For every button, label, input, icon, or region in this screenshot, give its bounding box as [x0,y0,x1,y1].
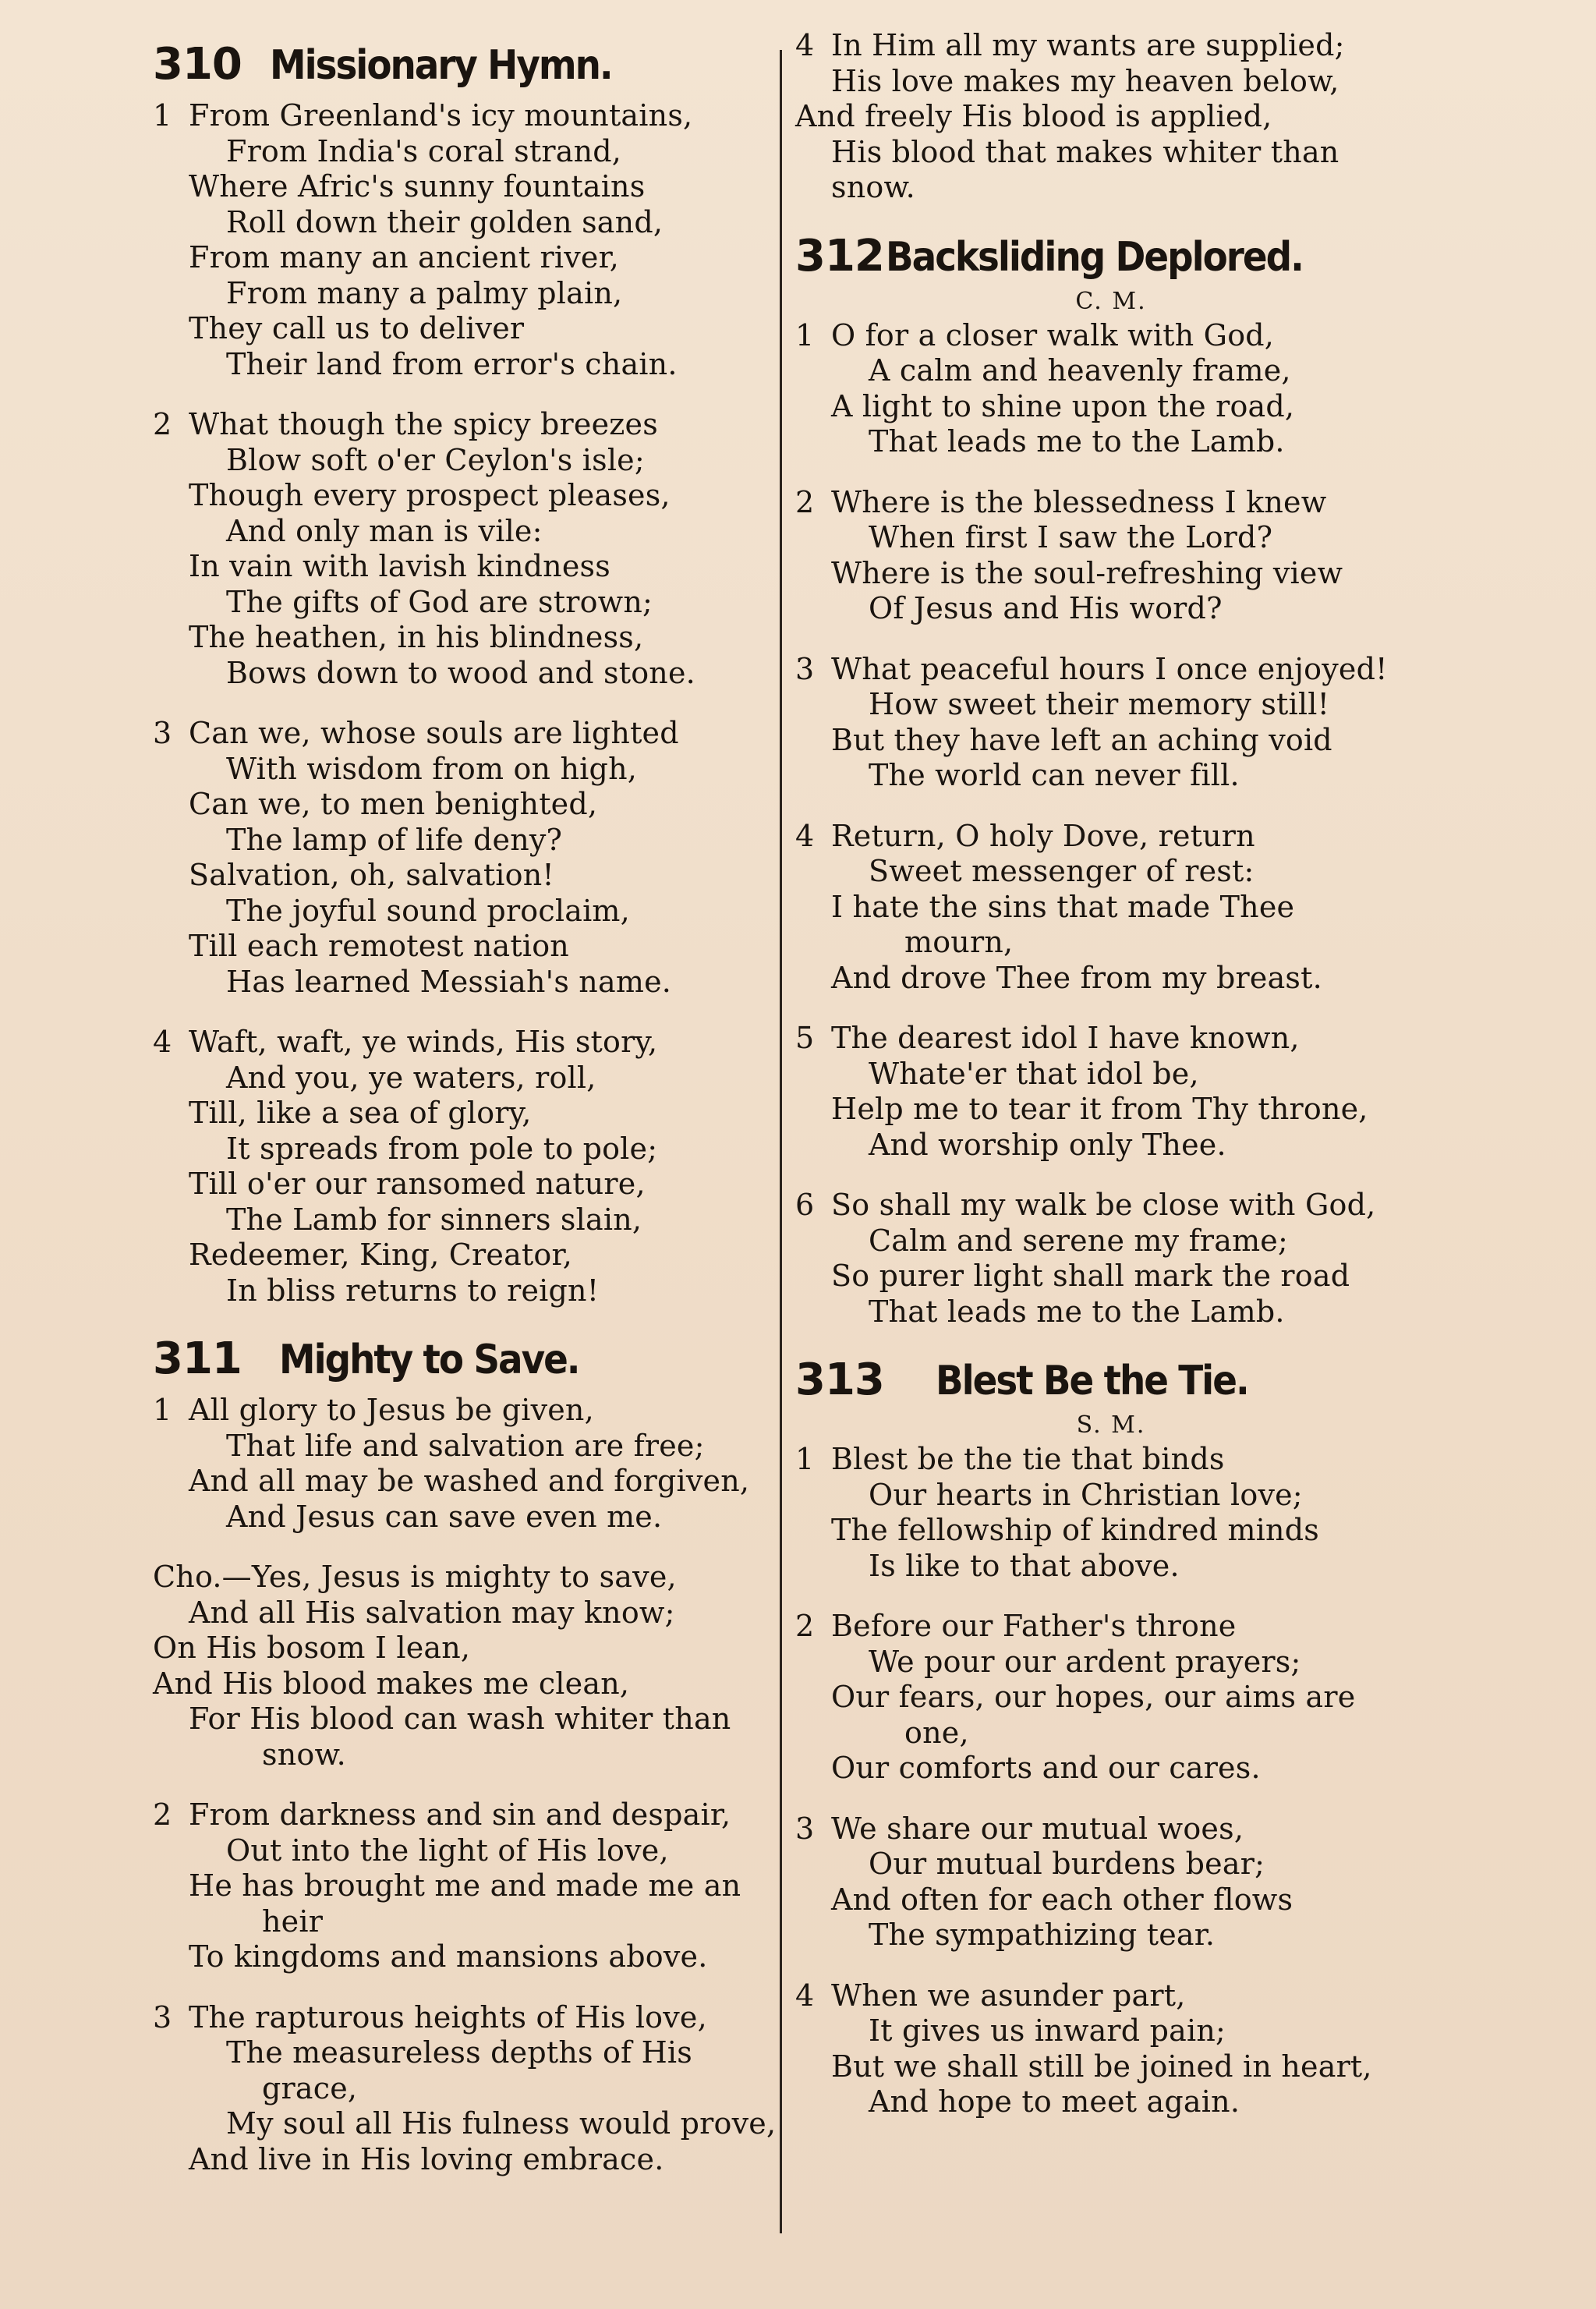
verse-line [795,1811,1427,1847]
stanza-number: 1 [795,317,815,352]
verse-line: Where Afric's sunny fountains [189,169,646,204]
verse-line: grace, [262,2070,358,2105]
stanza-number: 1 [153,1393,172,1427]
hymn-312 [795,231,1427,1330]
verse-line: His love makes my heaven below, [831,63,1339,98]
verse-line: I hate the sins that made Thee [831,889,1295,924]
verse-line: And freely His blood is applied, [795,99,1272,133]
verse-line: That leads me to the Lamb. [869,424,1285,459]
stanza-number: 5 [795,1021,815,1055]
hymn-title: Missionary Hymn. [270,42,612,89]
stanza-number: 4 [795,1978,815,2013]
verse-line [795,1188,1427,1224]
verse-line: A light to shine upon the road, [831,388,1295,423]
stanza [795,1442,1427,1584]
hymn-header [153,1333,777,1393]
verse-line: Our comforts and our cares. [831,1751,1261,1785]
stanza-number: 2 [153,407,172,441]
verse-line [795,1021,1427,1057]
verse-line: But we shall still be joined in heart, [831,2049,1372,2084]
verse-line: And all may be washed and forgiven, [189,1464,750,1498]
verse-line: Salvation, oh, salvation! [189,858,554,892]
verse-line: They call us to deliver [189,311,525,345]
stanza [795,28,1427,206]
verse-line [153,1797,777,1833]
verse-line: Our mutual burdens bear; [869,1847,1265,1881]
verse-line: snow. [262,1737,346,1772]
verse-line: Bows down to wood and stone. [226,655,695,690]
verse-line: In vain with lavish kindness [189,549,610,583]
stanza [795,318,1427,460]
stanza [153,98,777,382]
stanza-number: 4 [153,1025,172,1059]
stanza [153,1393,777,1535]
stanza [795,819,1427,997]
verse-line [795,1978,1427,2014]
verse-line: With wisdom from on high, [226,751,638,786]
verse-line: The world can never fill. [869,758,1240,792]
verse-text: From darkness and sin and despair, [189,1797,731,1832]
stanza [795,1609,1427,1787]
verse-line: It gives us inward pain; [869,2013,1226,2048]
verse-line: A calm and heavenly frame, [869,353,1291,388]
verse-line: The measureless depths of His [226,2035,692,2070]
verse-line: Is like to that above. [869,1548,1180,1583]
verse-line: snow. [831,170,915,204]
stanza-number: 6 [795,1188,815,1222]
verse-line: From many an ancient river, [189,240,620,274]
verse-line: He has brought me and made me an [189,1868,741,1903]
verse-line: Our hearts in Christian love; [869,1477,1303,1512]
verse-line: Calm and serene my frame; [869,1223,1289,1258]
verse-line: And all His salvation may know; [189,1595,675,1630]
verse-text: Blest be the tie that binds [831,1442,1225,1476]
verse-line: And often for each other flows [831,1882,1293,1917]
hymn-title: Mighty to Save. [279,1337,579,1383]
verse-line: And live in His loving embrace. [189,2141,664,2176]
verse-line: Their land from error's chain. [226,346,678,381]
verse-line: And His blood makes me clean, [153,1666,630,1701]
verse-line: heir [262,1904,324,1939]
verse-line: The sympathizing tear. [869,1918,1216,1952]
stanza-number: 2 [795,1609,815,1643]
verse-text: Waft, waft, ye winds, His story, [189,1025,658,1059]
verse-text: From Greenland's icy mountains, [189,98,693,133]
continued-stanza [795,28,1427,206]
hymn-header [795,1355,1427,1414]
verse-line [795,1442,1427,1478]
verse-line: And hope to meet again. [869,2084,1240,2119]
stanza-number: 2 [153,1797,172,1832]
verse-line [153,98,777,134]
verse-text: Return, O holy Dove, return [831,818,1255,853]
hymn-header [153,39,777,98]
hymn-header [795,231,1427,290]
verse-line: To kingdoms and mansions above. [189,1939,708,1974]
hymn-title: Blest Be the Tie. [936,1358,1248,1404]
verse-line: We pour our ardent prayers; [869,1644,1301,1679]
verse-line: The heathen, in his blindness, [189,620,644,654]
verse-line: Redeemer, King, Creator, [189,1238,572,1272]
verse-line: mourn, [904,925,1014,959]
hymn-311 [153,1333,777,2177]
verse-line: My soul all His fulness would prove, [226,2106,777,2141]
verse-line: Though every prospect pleases, [189,478,671,512]
verse-line: And you, ye waters, roll, [226,1060,596,1095]
verse-line [795,652,1427,688]
stanza-number: 3 [153,716,172,750]
stanza-number: 4 [795,28,815,62]
stanza-number: 3 [153,1999,172,2035]
verse-line: Can we, to men benighted, [189,787,598,821]
stanza [795,1978,1427,2120]
hymn-313 [795,1355,1427,2120]
hymn-number: 312 [795,230,884,282]
verse-line [153,407,777,443]
verse-line: But they have left an aching void [831,722,1332,757]
hymn-number: 313 [795,1355,884,1405]
verse-text: Can we, whose souls are lighted [189,716,679,750]
verse-text: Before our Father's throne [831,1609,1237,1643]
stanza-number: 3 [795,651,815,686]
verse-line: The lamp of life deny? [226,822,563,857]
verse-line [153,1025,777,1061]
stanza-number: 1 [153,98,172,133]
verse-line: Till each remotest nation [189,929,569,963]
stanza [795,652,1427,794]
verse-line: For His blood can wash whiter than [189,1702,731,1736]
stanza-number: 2 [795,484,815,519]
verse-line: From many a palmy plain, [226,275,623,310]
verse-line: Till, like a sea of glory, [189,1096,532,1130]
verse-line: And Jesus can save even me. [226,1499,663,1534]
verse-line: Till o'er our ransomed nature, [189,1167,646,1201]
verse-line [153,1393,777,1429]
verse-text: When we asunder part, [831,1978,1186,2013]
verse-line: Cho.—Yes, Jesus is mighty to save, [153,1560,677,1594]
verse-line: His blood that makes whiter than [831,134,1339,169]
verse-text: The rapturous heights of His love, [189,1999,707,2035]
stanza [795,1021,1427,1163]
verse-text: So shall my walk be close with God, [831,1188,1376,1222]
verse-line: That leads me to the Lamb. [869,1294,1285,1329]
hymn-number: 310 [153,39,242,90]
verse-line: In bliss returns to reign! [226,1273,600,1308]
verse-line [795,819,1427,855]
verse-line: one, [904,1715,969,1750]
verse-line: Roll down their golden sand, [226,204,664,239]
verse-line: Where is the soul-refreshing view [831,555,1343,590]
stanza-number: 4 [795,818,815,853]
verse-text: Where is the blessedness I knew [831,484,1327,519]
stanza [153,407,777,691]
verse-line: When first I saw the Lord? [869,520,1273,554]
verse-line: The gifts of God are strown; [226,584,653,619]
stanza [795,1188,1427,1330]
right-column [795,28,1427,2145]
hymn-310 [153,39,777,1309]
verse-line: Help me to tear it from Thy throne, [831,1092,1368,1126]
verse-line: So purer light shall mark the road [831,1259,1350,1293]
hymn-number: 311 [153,1333,242,1384]
verse-text: What though the spicy breezes [189,407,658,441]
verse-line: Sweet messenger of rest: [869,854,1255,888]
verse-line [153,2000,777,2036]
verse-line [795,485,1427,521]
verse-line: On His bosom I lean, [153,1631,471,1665]
verse-line: The joyful sound proclaim, [226,893,630,928]
verse-line: Whate'er that idol be, [869,1056,1199,1091]
verse-line: Has learned Messiah's name. [226,964,672,999]
stanza [153,2000,777,2178]
hymn-meter: S. M. [1076,1411,1146,1439]
verse-text: All glory to Jesus be given, [189,1393,594,1427]
hymn-meter: C. M. [1075,287,1147,315]
verse-line: Of Jesus and His word? [869,591,1223,625]
verse-line: From India's coral strand, [226,133,622,168]
verse-line: The Lamb for sinners slain, [226,1202,642,1237]
stanza [153,716,777,1000]
verse-text: We share our mutual woes, [831,1811,1244,1846]
stanza-number: 1 [795,1442,815,1476]
chorus [153,1560,777,1772]
verse-text: What peaceful hours I once enjoyed! [831,651,1388,686]
verse-line [795,28,1427,64]
hymn-title: Backsliding Deplored. [886,233,1303,281]
verse-text: O for a closer walk with God, [831,317,1275,352]
left-column [153,39,777,2202]
verse-line: And worship only Thee. [869,1127,1226,1162]
verse-text: In Him all my wants are supplied; [831,28,1345,62]
stanza-number: 3 [795,1811,815,1846]
verse-line: Blow soft o'er Ceylon's isle; [226,442,645,477]
verse-line [795,318,1427,354]
verse-line: That life and salvation are free; [226,1428,705,1463]
stanza [153,1025,777,1309]
verse-line: And drove Thee from my breast. [831,960,1322,995]
verse-text: The dearest idol I have known, [831,1021,1300,1055]
verse-line: And only man is vile: [226,513,543,548]
verse-line: Out into the light of His love, [226,1833,669,1868]
verse-line: The fellowship of kindred minds [831,1513,1319,1547]
verse-line [795,1609,1427,1645]
column-divider [780,50,782,2233]
verse-line: How sweet their memory still! [869,687,1330,721]
stanza [795,485,1427,627]
verse-line [153,716,777,752]
stanza [153,1797,777,1975]
verse-line: It spreads from pole to pole; [226,1131,658,1166]
verse-line: Our fears, our hopes, our aims are [831,1680,1356,1714]
stanza [795,1811,1427,1953]
